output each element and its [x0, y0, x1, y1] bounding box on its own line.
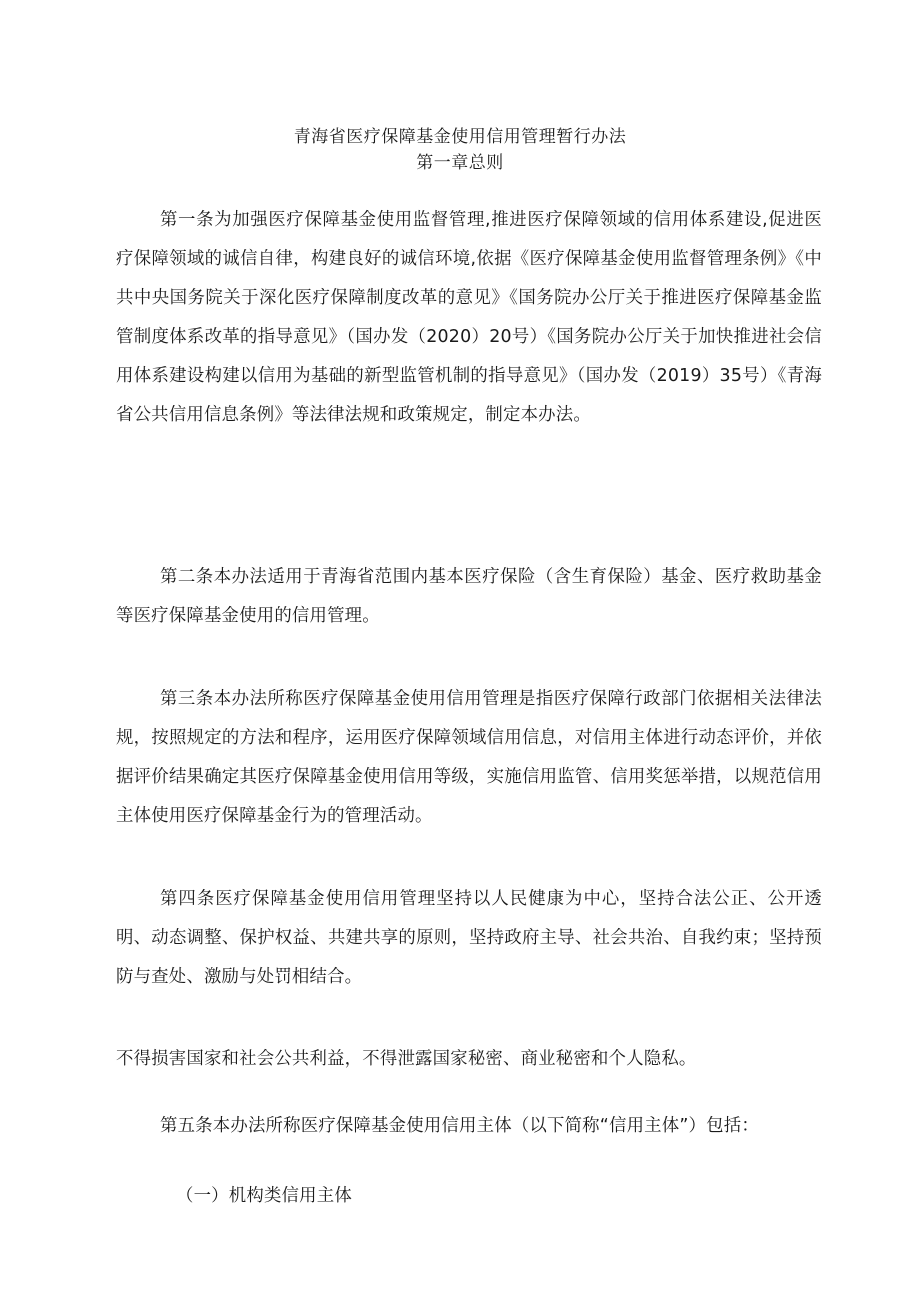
document-title: 青海省医疗保障基金使用信用管理暂行办法	[293, 127, 627, 147]
supplementary-paragraph: 不得损害国家和社会公共利益，不得泄露国家秘密、商业秘密和个人隐私。	[116, 1049, 697, 1069]
title-block	[0, 124, 920, 176]
list-item-institutional-subject: （一）机构类信用主体	[176, 1186, 352, 1206]
article-5-paragraph: 第五条本办法所称医疗保障基金使用信用主体（以下简称“信用主体”）包括：	[160, 1116, 759, 1136]
article-4-paragraph: 第四条医疗保障基金使用信用管理坚持以人民健康为中心，坚持合法公正、公开透明、动态调整、保护权益、共建共享的原则，坚持政府主导、社会共治、自我约束；坚持预防与查处、激励与处罚相结合。	[116, 889, 822, 987]
article-3-paragraph: 第三条本办法所称医疗保障基金使用信用管理是指医疗保障行政部门依据相关法律法规，按照规定的方法和程序，运用医疗保障领域信用信息，对信用主体进行动态评价，并依据评价结果确定其医疗保障基金使用信用等级，实施信用监管、信用奖惩举措，以规范信用主体使用医疗保障基金行为的管理活动。	[116, 689, 822, 826]
article-1-paragraph: 第一条为加强医疗保障基金使用监督管理,推进医疗保障领域的信用体系建设,促进医疗保障领域的诚信自律，构建良好的诚信环境,依据《医疗保障基金使用监督管理条例》《中共中央国务院关于深化医疗保障制度改革的意见》《国务院办公厅关于推进医疗保障基金监管制度体系改革的指导意见》（国办发（2020）20号）《国务院办公厅关于加快推进社会信用体系建设构建以信用为基础的新型监管机制的指导意见》（国办发（2019）35号）《青海省公共信用信息条例》等法律法规和政策规定，制定本办法。	[116, 210, 822, 425]
chapter-title: 第一章总则	[416, 153, 504, 173]
article-2-paragraph: 第二条本办法适用于青海省范围内基本医疗保险（含生育保险）基金、医疗救助基金等医疗保障基金使用的信用管理。	[116, 567, 822, 626]
